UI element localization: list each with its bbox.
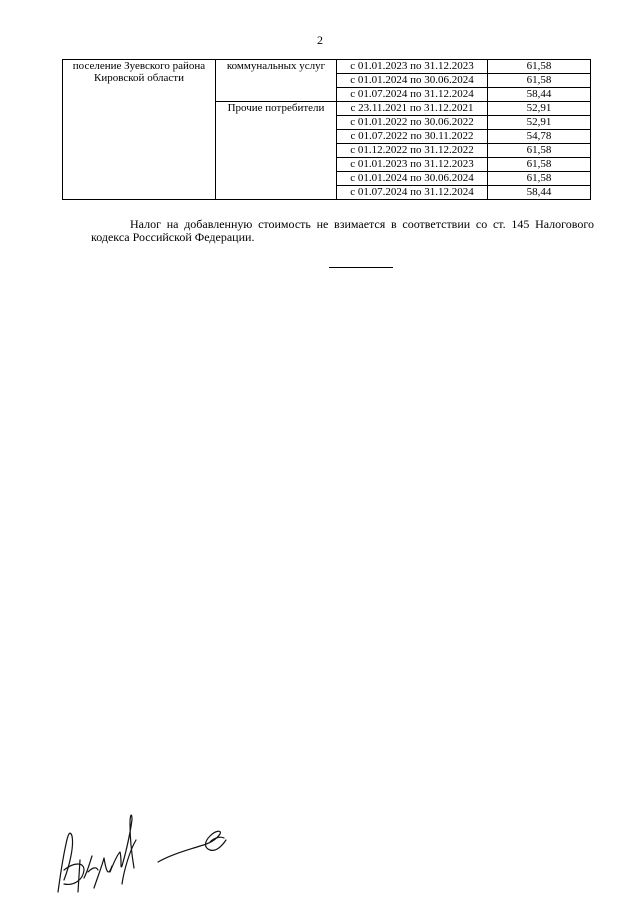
rate-cell: 61,58: [488, 172, 591, 186]
period-cell: с 01.12.2022 по 31.12.2022: [337, 144, 488, 158]
rate-cell: 61,58: [488, 74, 591, 88]
rate-cell: 58,44: [488, 186, 591, 200]
period-cell: с 01.07.2022 по 30.11.2022: [337, 130, 488, 144]
table-row: [63, 60, 591, 74]
period-cell: с 01.07.2024 по 31.12.2024: [337, 186, 488, 200]
rate-cell: 54,78: [488, 130, 591, 144]
rate-cell: 52,91: [488, 102, 591, 116]
rate-cell: 61,58: [488, 144, 591, 158]
consumer-cell: Прочие потребители: [216, 102, 337, 200]
period-cell: с 01.01.2024 по 30.06.2024: [337, 74, 488, 88]
period-cell: с 01.01.2022 по 30.06.2022: [337, 116, 488, 130]
rate-cell: 61,58: [488, 158, 591, 172]
vat-note: Налог на добавленную стоимость не взимается в соответствии со ст. 145 Налогового кодекса Российской Федерации.: [91, 217, 594, 244]
handwritten-signature: [50, 800, 240, 895]
period-cell: с 01.01.2023 по 31.12.2023: [337, 158, 488, 172]
rate-cell: 52,91: [488, 116, 591, 130]
tariff-table: [62, 59, 591, 200]
separator-line: [329, 267, 393, 268]
period-cell: с 01.01.2023 по 31.12.2023: [337, 60, 488, 74]
consumer-cell: коммунальных услуг: [216, 60, 337, 102]
period-cell: с 01.01.2024 по 30.06.2024: [337, 172, 488, 186]
rate-cell: 58,44: [488, 88, 591, 102]
page-number: 2: [317, 33, 323, 47]
period-cell: с 01.07.2024 по 31.12.2024: [337, 88, 488, 102]
area-cell: поселение Зуевского района Кировской области: [63, 60, 216, 200]
period-cell: с 23.11.2021 по 31.12.2021: [337, 102, 488, 116]
rate-cell: 61,58: [488, 60, 591, 74]
